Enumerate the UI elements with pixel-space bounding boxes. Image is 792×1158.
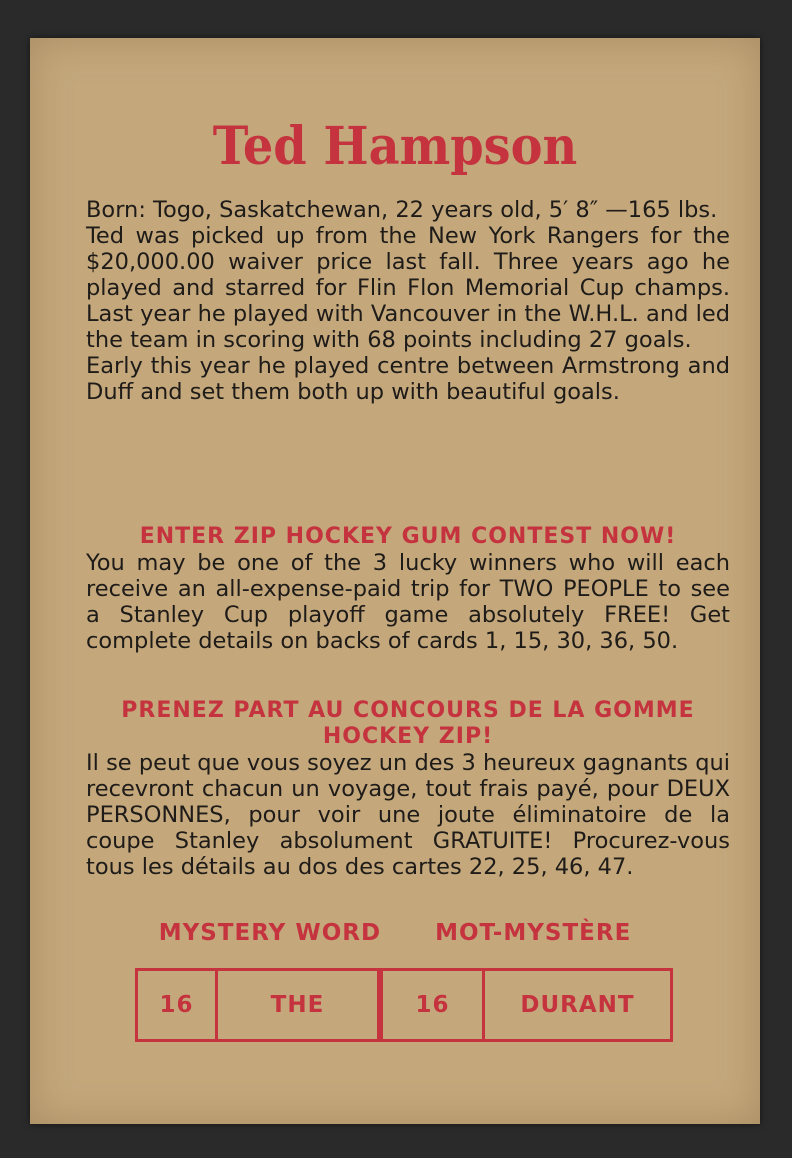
contest-text-en: You may be one of the 3 lucky winners who will each receive an all-expense-paid trip for TWO PEOPLE to see a Stanley Cup playoff game absolutely FREE! Get complete details on backs of cards 1, 15, 30, 36, 50. (86, 550, 730, 654)
mystery-word-fr: DURANT (520, 992, 635, 1018)
contest-heading-fr: PRENEZ PART AU CONCOURS DE LA GOMME HOCKEY ZIP! (121, 698, 695, 749)
mystery-word-label-fr: MOT-MYSTÈRE (435, 920, 632, 946)
contest-english (86, 524, 730, 654)
bio-paragraph: Ted was picked up from the New York Rangers for the $20,000.00 waiver price last fall. Three years ago he played and starred for Flin Flon Memorial Cup champs. Last year he played with Vancouver in the W.H.L. and led the team in scoring with 68 points including 27 goals. (86, 223, 730, 353)
trading-card-back (30, 38, 760, 1124)
bio-paragraph: Born: Togo, Saskatchewan, 22 years old, 5′ 8″ —165 lbs. (86, 197, 718, 223)
mystery-word-label-en: MYSTERY WORD (158, 920, 382, 946)
mystery-word-table (135, 968, 673, 1042)
contest-text-fr: Il se peut que vous soyez un des 3 heureux gagnants qui recevront chacun un voyage, tout frais payé, pour DEUX PERSONNES, pour voir une joute éliminatoire de la coupe Stanley absolument GRATUITE! Procurez-vous tous les détails au dos des cartes 22, 25, 46, 47. (86, 750, 730, 880)
player-name: Ted Hampson (212, 116, 578, 177)
mystery-number-fr: 16 (383, 971, 485, 1039)
mystery-word-labels (30, 920, 760, 946)
mystery-number-en: 16 (138, 971, 218, 1039)
player-bio (86, 197, 730, 405)
mystery-word-en: THE (218, 971, 383, 1039)
contest-heading-en: ENTER ZIP HOCKEY GUM CONTEST NOW! (139, 524, 677, 549)
contest-french (86, 698, 730, 880)
bio-paragraph: Early this year he played centre between Armstrong and Duff and set them both up with beautiful goals. (86, 353, 730, 405)
